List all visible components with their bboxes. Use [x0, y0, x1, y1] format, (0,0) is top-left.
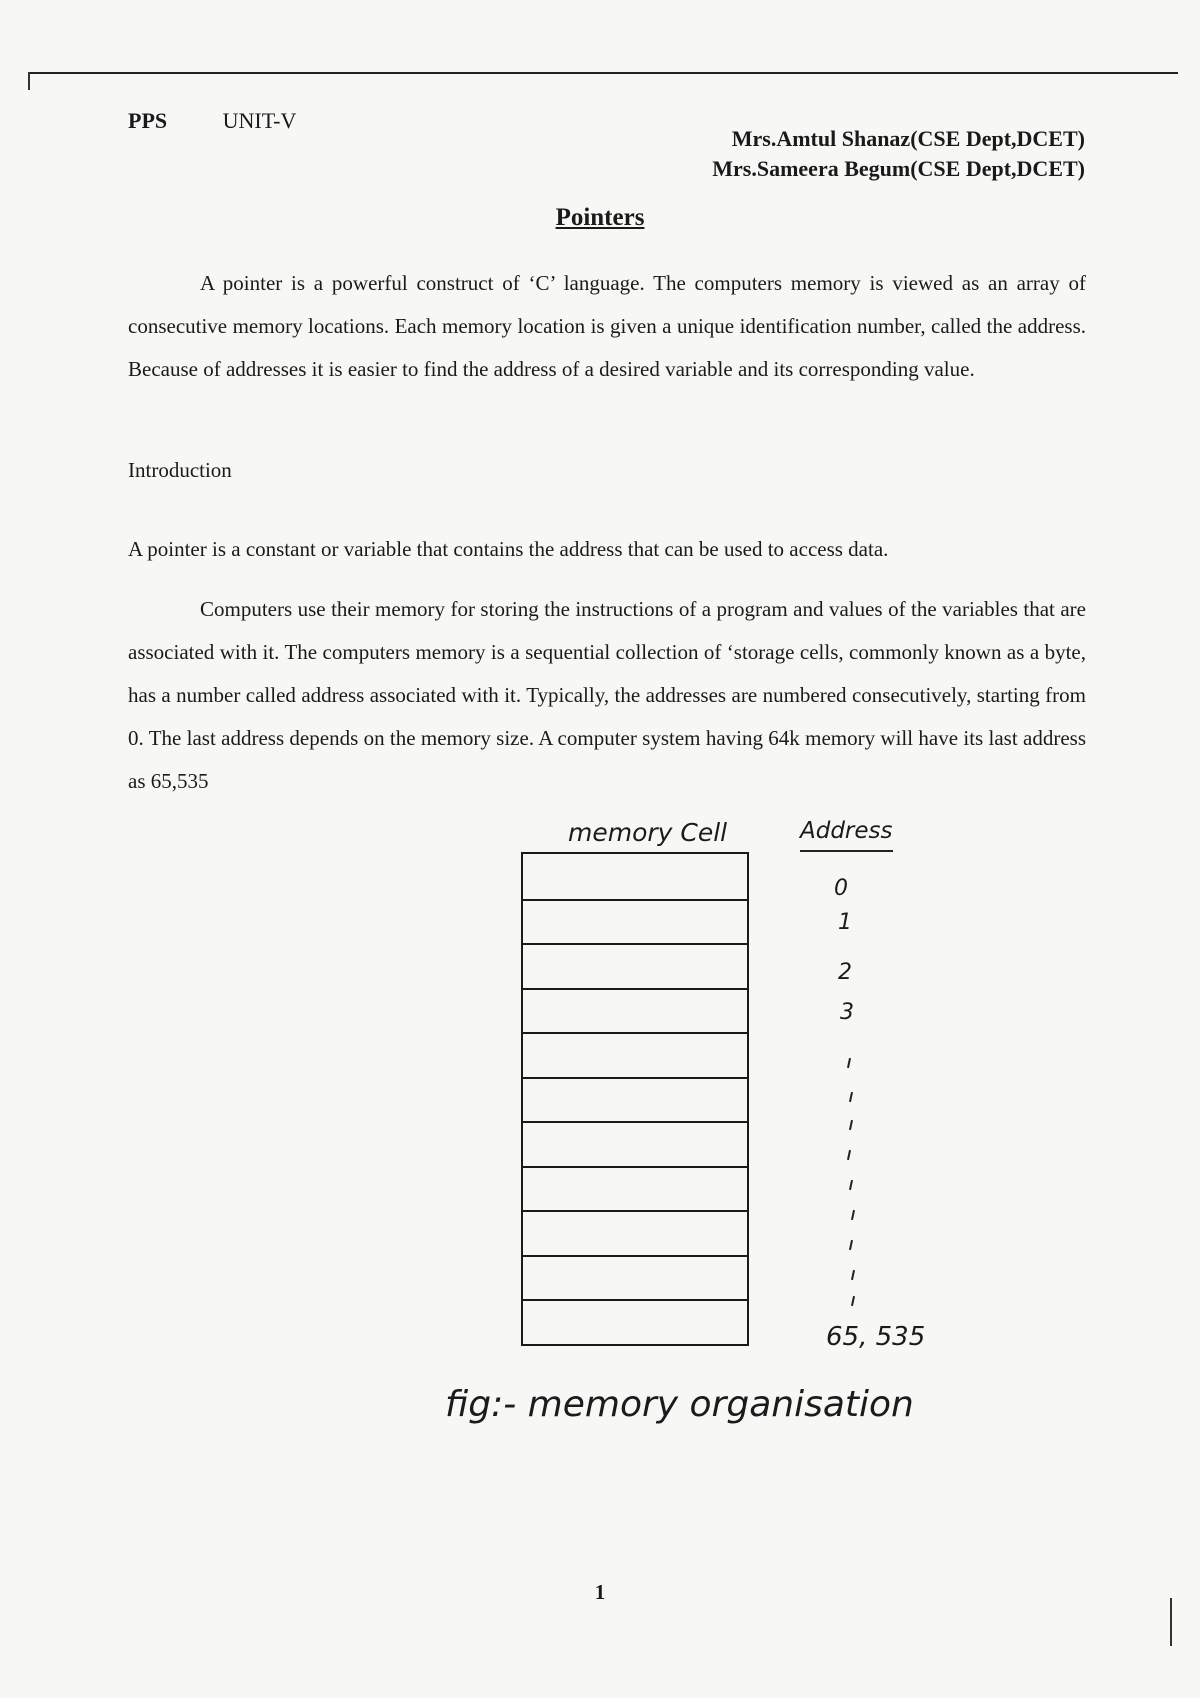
- memory-cells-diagram: [521, 852, 749, 1346]
- memory-cell-divider: [523, 1299, 747, 1301]
- memory-cell-divider: [523, 1032, 747, 1034]
- paragraph-1: [128, 262, 1086, 391]
- header-left: [128, 108, 346, 134]
- ellipsis-mark: [849, 1092, 853, 1102]
- memory-cell-divider: [523, 899, 747, 901]
- address-2: 2: [838, 960, 852, 985]
- ellipsis-mark: [849, 1240, 853, 1250]
- memory-cell-divider: [523, 1121, 747, 1123]
- author-2: Mrs.Sameera Begum(CSE Dept,DCET): [712, 156, 1085, 181]
- unit-label: UNIT-V: [222, 108, 297, 133]
- paragraph-3-text: Computers use their memory for storing the instructions of a program and values of the variables that are associated with it. The computers memory is a sequential collection of ‘storage cells, commonly known as a byte, has a number called address associated with it. Typically, the addresses are numbered consecutively, starting from 0. The last address depends on the memory size. A computer system having 64k memory will have its last address as 65,535: [128, 597, 1086, 793]
- page-edge-mark: [1170, 1598, 1172, 1646]
- memory-cell-divider: [523, 1210, 747, 1212]
- author-1: Mrs.Amtul Shanaz(CSE Dept,DCET): [731, 126, 1085, 151]
- memory-cell-divider: [523, 1255, 747, 1257]
- ellipsis-mark: [851, 1296, 855, 1306]
- address-0: 0: [834, 876, 848, 901]
- memory-cell-divider: [523, 988, 747, 990]
- header-rule: [28, 72, 1178, 74]
- page-number: 1: [594, 1580, 606, 1604]
- address-last: 65, 535: [826, 1322, 926, 1352]
- section-heading-introduction: Introduction: [128, 458, 232, 482]
- address-label: Address: [800, 818, 893, 852]
- address-3: 3: [840, 1000, 854, 1025]
- memory-cell-divider: [523, 1166, 747, 1168]
- memory-cell-divider: [523, 1077, 747, 1079]
- paragraph-1-text: A pointer is a powerful construct of ‘C’ language. The computers memory is viewed as an array of consecutive memory locations. Each memory location is given a unique identification number, called the address. Because of addresses it is easier to find the address of a desired variable and its corresponding value.: [128, 271, 1086, 381]
- memory-cell-divider: [523, 943, 747, 945]
- ellipsis-mark: [847, 1058, 851, 1068]
- header-rule-corner: [28, 72, 30, 90]
- memory-cell-label: memory Cell: [568, 818, 728, 847]
- ellipsis-mark: [851, 1210, 855, 1220]
- header-authors: [712, 124, 1085, 184]
- ellipsis-mark: [849, 1120, 853, 1130]
- page-title: Pointers: [555, 204, 645, 231]
- paragraph-3: [128, 588, 1086, 803]
- subject-label: PPS: [128, 108, 168, 133]
- figure-caption: fig:- memory organisation: [445, 1384, 914, 1425]
- paragraph-2: A pointer is a constant or variable that contains the address that can be used to access data.: [128, 537, 889, 561]
- ellipsis-mark: [847, 1150, 851, 1160]
- ellipsis-mark: [851, 1270, 855, 1280]
- ellipsis-mark: [849, 1180, 853, 1190]
- address-1: 1: [838, 910, 852, 935]
